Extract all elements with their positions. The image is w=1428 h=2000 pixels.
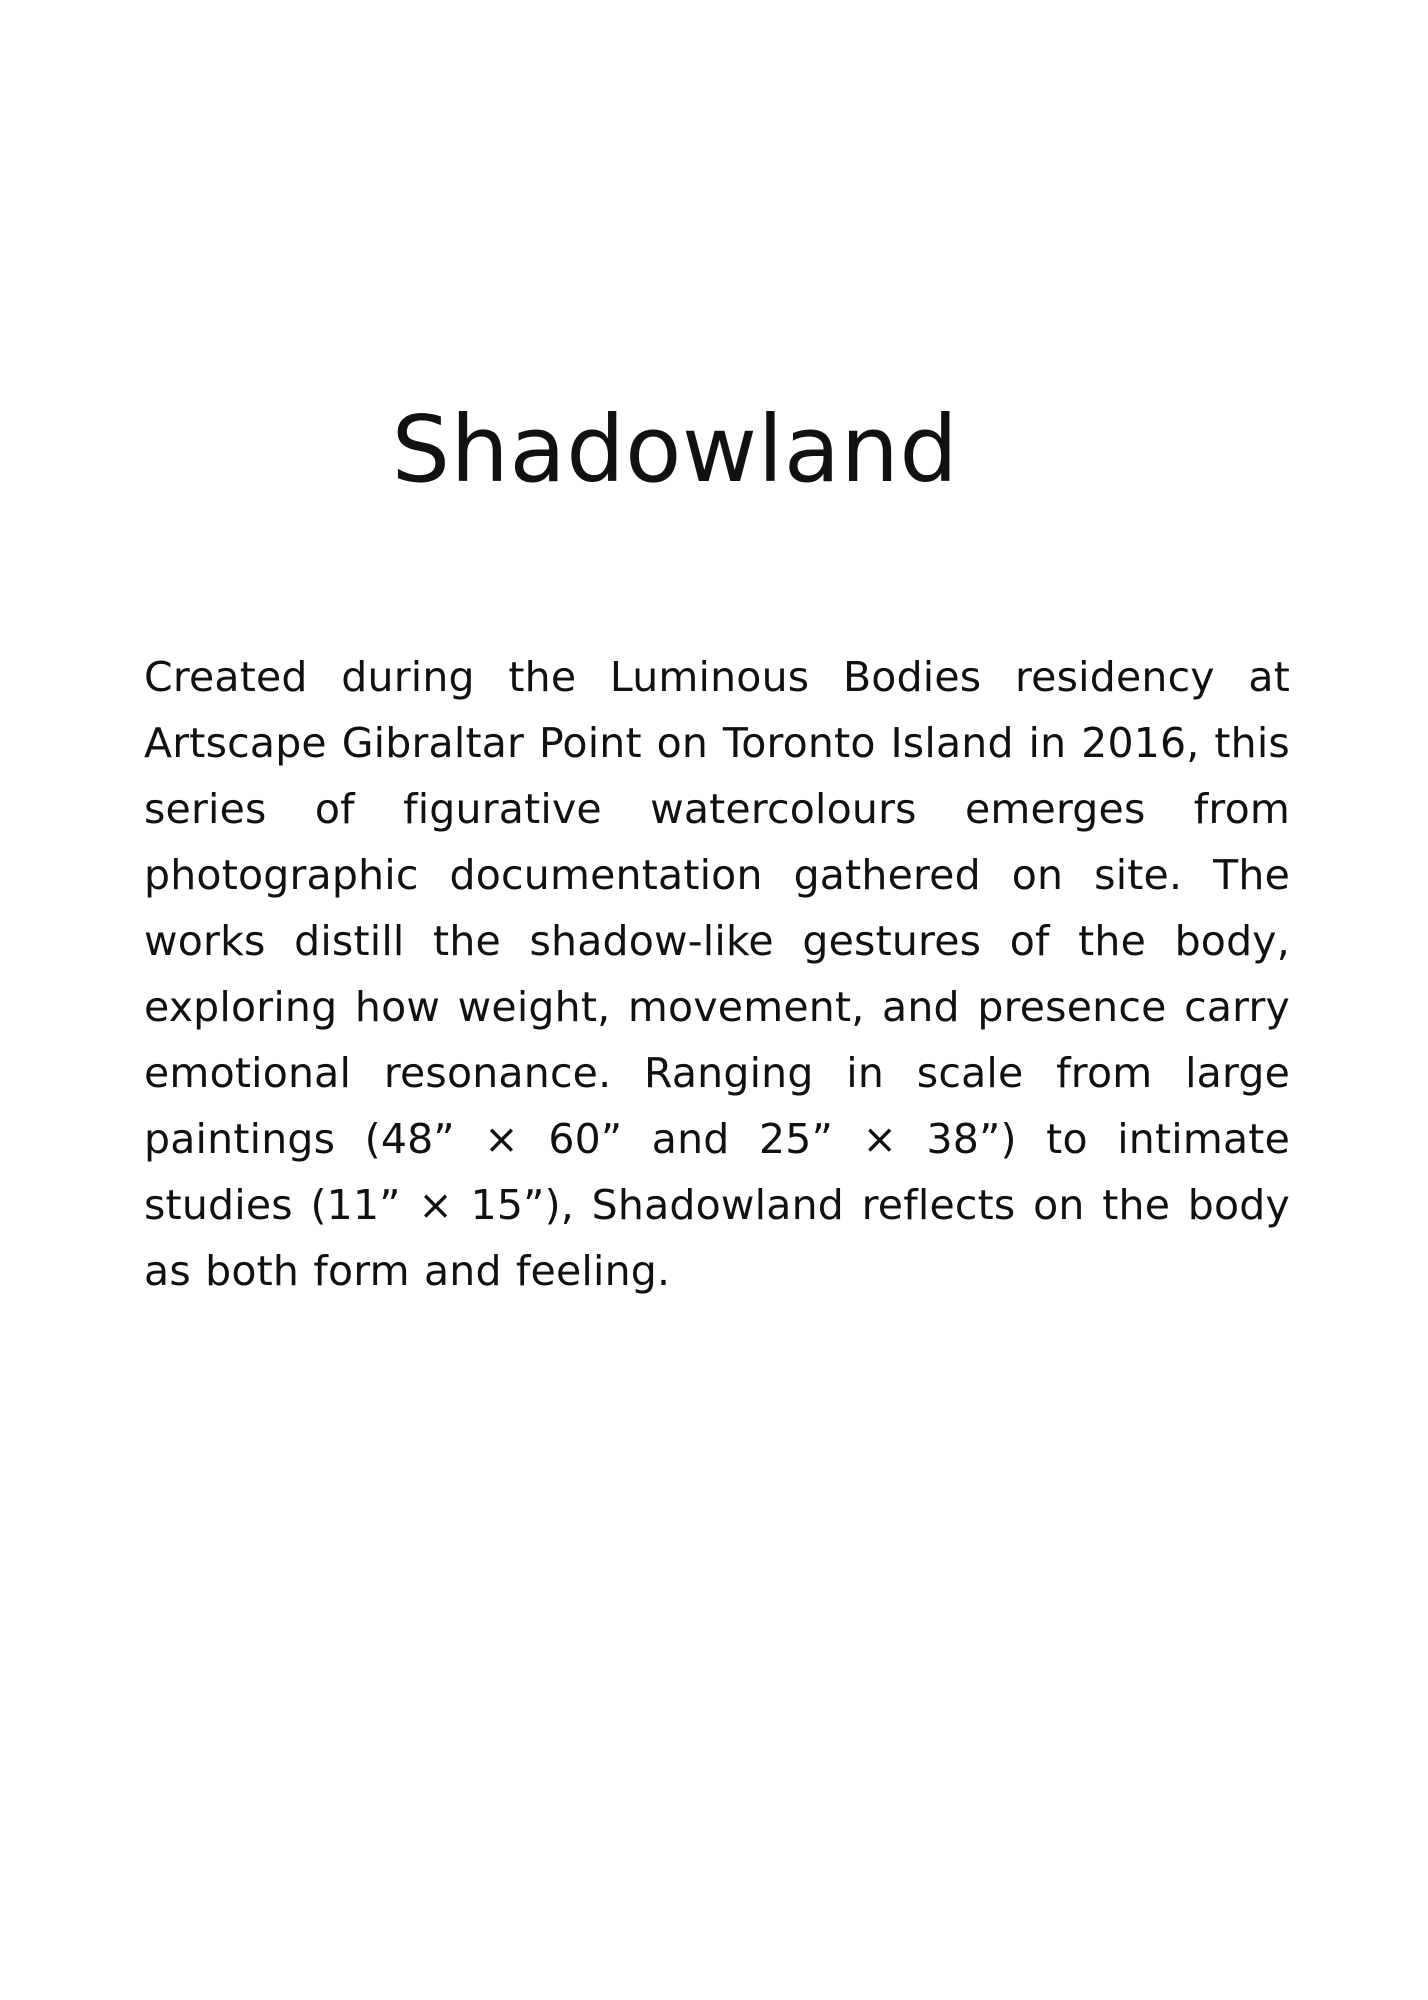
page-title: Shadowland — [391, 396, 959, 503]
description-paragraph: Created during the Luminous Bodies residency at Artscape Gibraltar Point on Toronto Island in 2016, this series of figurative watercolours emerges from photographic documentation gathered on site. The works distill the shadow-like gestures of the body, exploring how weight, movement, and presence carry emotional resonance. Ranging in scale from large paintings (48” × 60” and 25” × 38”) to intimate studies (11” × 15”), Shadowland reflects on the body as both form and feeling. — [144, 653, 1290, 1295]
